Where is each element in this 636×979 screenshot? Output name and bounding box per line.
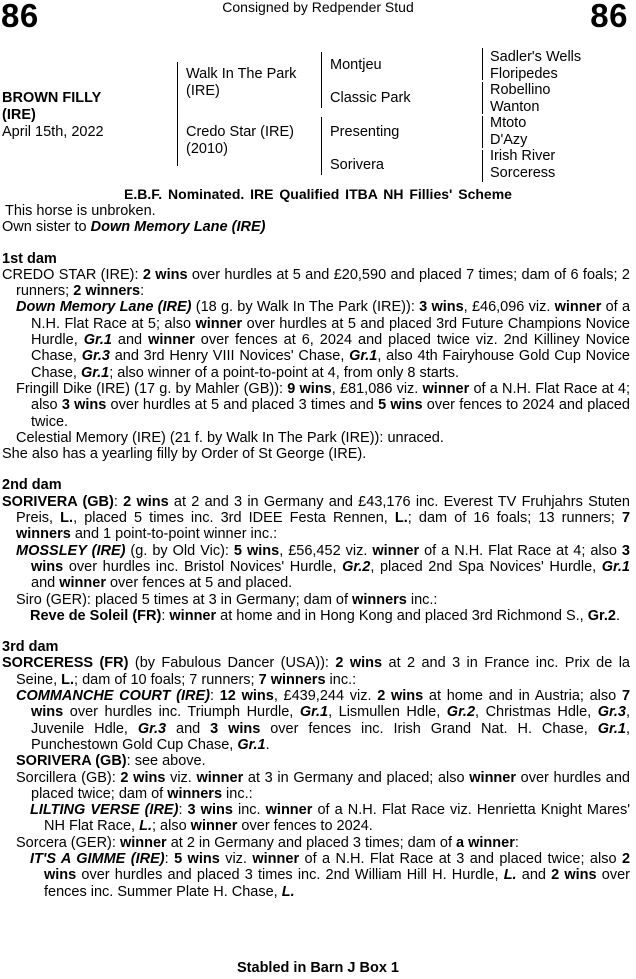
third-dam-heading: 3rd dam — [2, 639, 59, 656]
lot-number-right: 86 — [590, 0, 628, 34]
second-dam-heading: 2nd dam — [2, 477, 62, 494]
yearling-note: She also has a yearling filly by Order of St George (IRE). — [2, 446, 367, 463]
pedigree-sire-sire: Montjeu — [330, 57, 382, 73]
produce-commanche-court: COMMANCHE COURT (IRE): 12 wins, £439,244 viz. 2 wins at home and in Austria; also 7 wins over hurdles inc. Triumph Hurdle, Gr.1, Lismullen Hdle, Gr.2, Christmas Hdle, Gr.3, Juvenile Hdle, Gr.3 and 3 wins over fences inc. Irish Grand Nat. H. Chase, Gr.1, Punchestown Gold Cup Chase, Gr.1. — [16, 688, 631, 753]
own-sister-line: Own sister to Down Memory Lane (IRE) — [2, 219, 266, 236]
produce-down-memory-lane: Down Memory Lane (IRE) (18 g. by Walk In The Park (IRE)): 3 wins, £46,096 viz. winner of a N.H. Flat Race at 5; also winner over hurdles at 5 and placed 3rd Future Champions Novice Hurdle, Gr.1 and winner over fences at 6, 2024 and placed twice viz. 2nd Killiney Novice Chase, Gr.3 and 3rd Henry VIII Novices' Chase, Gr.1, also 4th Fairyhouse Gold Cup Novice Chase, Gr.1; also winner of a point-to-point at 4, from only 8 starts. — [16, 299, 631, 381]
first-dam-entry: CREDO STAR (IRE): 2 wins over hurdles at 5 and £20,590 and placed 7 times; dam of 6 foals; 2 runners; 2 winners: — [2, 266, 630, 300]
produce-its-a-gimme: IT'S A GIMME (IRE): 5 wins viz. winner of a N.H. Flat Race at 3 and placed twice; also 2 wins over hurdles and placed 3 times inc. 2nd William Hill H. Hurdle, L. and 2 wins over fences inc. Summer Plate H. Chase, L. — [30, 850, 631, 900]
second-dam-entry: SORIVERA (GB): 2 wins at 2 and 3 in Germany and £43,176 inc. Everest TV Fruhjahrs Stuten Preis, L., placed 5 times inc. 3rd IDEE Festa Rennen, L.; dam of 16 foals; 13 runners; 7 winners and 1 point-to-point winner inc.: — [2, 493, 631, 543]
horse-description: BROWN FILLY (IRE) — [2, 90, 102, 123]
produce-sorivera: SORIVERA (GB): see above. — [16, 753, 206, 770]
unbroken-note: This horse is unbroken. — [5, 203, 156, 219]
pedigree-dam: Credo Star (IRE) (2010) — [186, 124, 294, 157]
produce-fringill-dike: Fringill Dike (IRE) (17 g. by Mahler (GB)): 9 wins, £81,086 viz. winner of a N.H. Flat Race at 4; also 3 wins over hurdles at 5 and placed 3 times and 5 wins over fences to 2024 and placed twice. — [16, 380, 630, 430]
lot-number-left: 86 — [1, 0, 39, 34]
produce-mossley: MOSSLEY (IRE) (g. by Old Vic): 5 wins, £56,452 viz. winner of a N.H. Flat Race at 4; also 3 wins over hurdles inc. Bristol Novices' Hurdle, Gr.2, placed 2nd Spa Novices' Hurdle, Gr.1 and winner over fences at 5 and placed. — [16, 542, 630, 592]
foaled-date: April 15th, 2022 — [2, 124, 104, 140]
produce-sorcera: Sorcera (GER): winner at 2 in Germany and placed 3 times; dam of a winner: — [16, 834, 519, 851]
third-dam-entry: SORCERESS (FR) (by Fabulous Dancer (USA)): 2 wins at 2 and 3 in France inc. Prix de la Seine, L.; dam of 10 foals; 7 runners; 7 winners inc.: — [2, 655, 630, 688]
produce-sorcillera: Sorcillera (GB): 2 wins viz. winner at 3 in Germany and placed; also winner over hurdles and placed twice; dam of winners inc.: — [16, 769, 630, 802]
catalogue-body — [2, 203, 630, 900]
pedigree-dam-dam: Sorivera — [330, 157, 384, 173]
produce-reve-de-soleil: Reve de Soleil (FR): winner at home and in Hong Kong and placed 3rd Richmond S., Gr.2. — [30, 607, 620, 624]
produce-lilting-verse: LILTING VERSE (IRE): 3 wins inc. winner of a N.H. Flat Race viz. Henrietta Knight Mares' NH Flat Race, L.; also winner over fences to 2024. — [30, 802, 630, 835]
pedigree-dam-sire: Presenting — [330, 124, 400, 140]
stabling-footer: Stabled in Barn J Box 1 — [237, 960, 399, 976]
pedigree-sire: Walk In The Park (IRE) — [186, 66, 297, 99]
first-dam-heading: 1st dam — [2, 250, 57, 267]
pedigree-sire-dam: Classic Park — [330, 90, 411, 106]
nominations: E.B.F. Nominated. IRE Qualified ITBA NH Fillies' Scheme — [124, 186, 512, 202]
produce-celestial-memory: Celestial Memory (IRE) (21 f. by Walk In The Park (IRE)): unraced. — [16, 429, 444, 446]
produce-siro: Siro (GER): placed 5 times at 3 in Germany; dam of winners inc.: — [16, 591, 438, 608]
pedigree-gen3-list: Sadler's Wells Floripedes Robellino Wanton Mtoto D'Azy Irish River Sorceress — [490, 49, 582, 181]
consignor: Consigned by Redpender Stud — [222, 0, 414, 15]
